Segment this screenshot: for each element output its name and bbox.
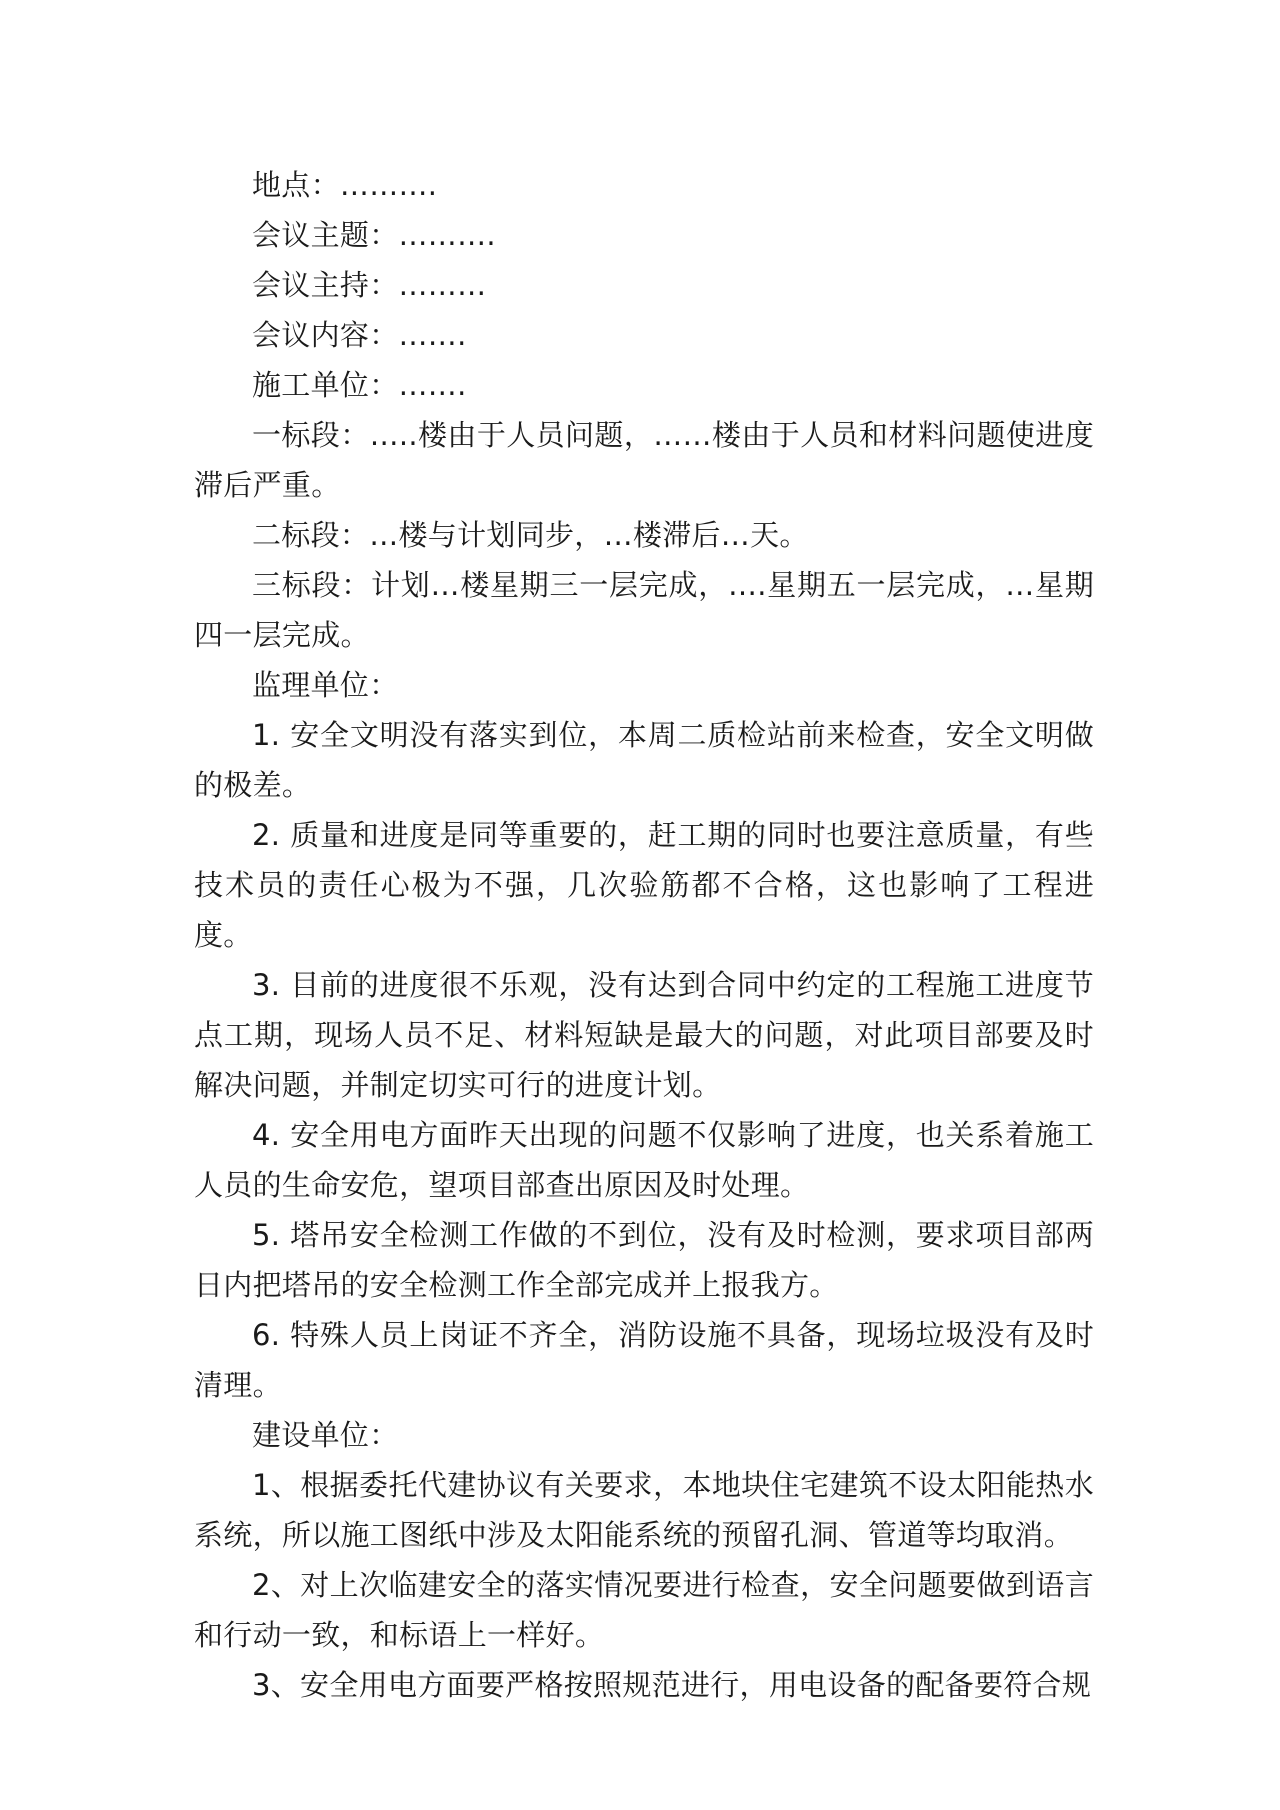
owner-item-3: 3、安全用电方面要严格按照规范进行，用电设备的配备要符合规 [252,1668,1092,1702]
owner-item-2: 2、对上次临建安全的落实情况要进行检查，安全问题要做到语言和行动一致，和标语上一样好。 [194,1568,1094,1652]
section-three-paragraph: 三标段：计划…楼星期三一层完成，….星期五一层完成，…星期四一层完成。 [194,568,1094,652]
supervision-item-4: 4. 安全用电方面昨天出现的问题不仅影响了进度，也关系着施工人员的生命安危，望项目部查出原因及时处理。 [194,1118,1094,1202]
owner-item-1: 1、根据委托代建协议有关要求，本地块住宅建筑不设太阳能热水系统，所以施工图纸中涉及太阳能系统的预留孔洞、管道等均取消。 [194,1468,1094,1552]
supervision-unit-heading: 监理单位： [252,668,399,702]
supervision-item-5: 5. 塔吊安全检测工作做的不到位，没有及时检测，要求项目部两日内把塔吊的安全检测工作全部完成并上报我方。 [194,1218,1094,1302]
owner-unit-heading: 建设单位： [252,1418,399,1452]
section-two-paragraph: 二标段：…楼与计划同步，…楼滞后…天。 [252,518,809,552]
supervision-item-3: 3. 目前的进度很不乐观，没有达到合同中约定的工程施工进度节点工期，现场人员不足、材料短缺是最大的问题，对此项目部要及时解决问题，并制定切实可行的进度计划。 [194,968,1094,1102]
supervision-item-2: 2. 质量和进度是同等重要的，赶工期的同时也要注意质量，有些技术员的责任心极为不强，几次验筋都不合格，这也影响了工程进度。 [194,818,1094,952]
location-line: 地点：………. [252,168,438,202]
document-body [194,160,1094,1710]
meeting-topic-line: 会议主题：………. [252,218,496,252]
meeting-host-line: 会议主持：……… [252,268,487,302]
meeting-content-line: 会议内容：……. [252,318,467,352]
construction-unit-heading: 施工单位：……. [252,368,467,402]
supervision-item-1: 1. 安全文明没有落实到位，本周二质检站前来检查，安全文明做的极差。 [194,718,1094,802]
section-one-paragraph: 一标段：…..楼由于人员问题，……楼由于人员和材料问题使进度滞后严重。 [194,418,1094,502]
supervision-item-6: 6. 特殊人员上岗证不齐全，消防设施不具备，现场垃圾没有及时清理。 [194,1318,1094,1402]
